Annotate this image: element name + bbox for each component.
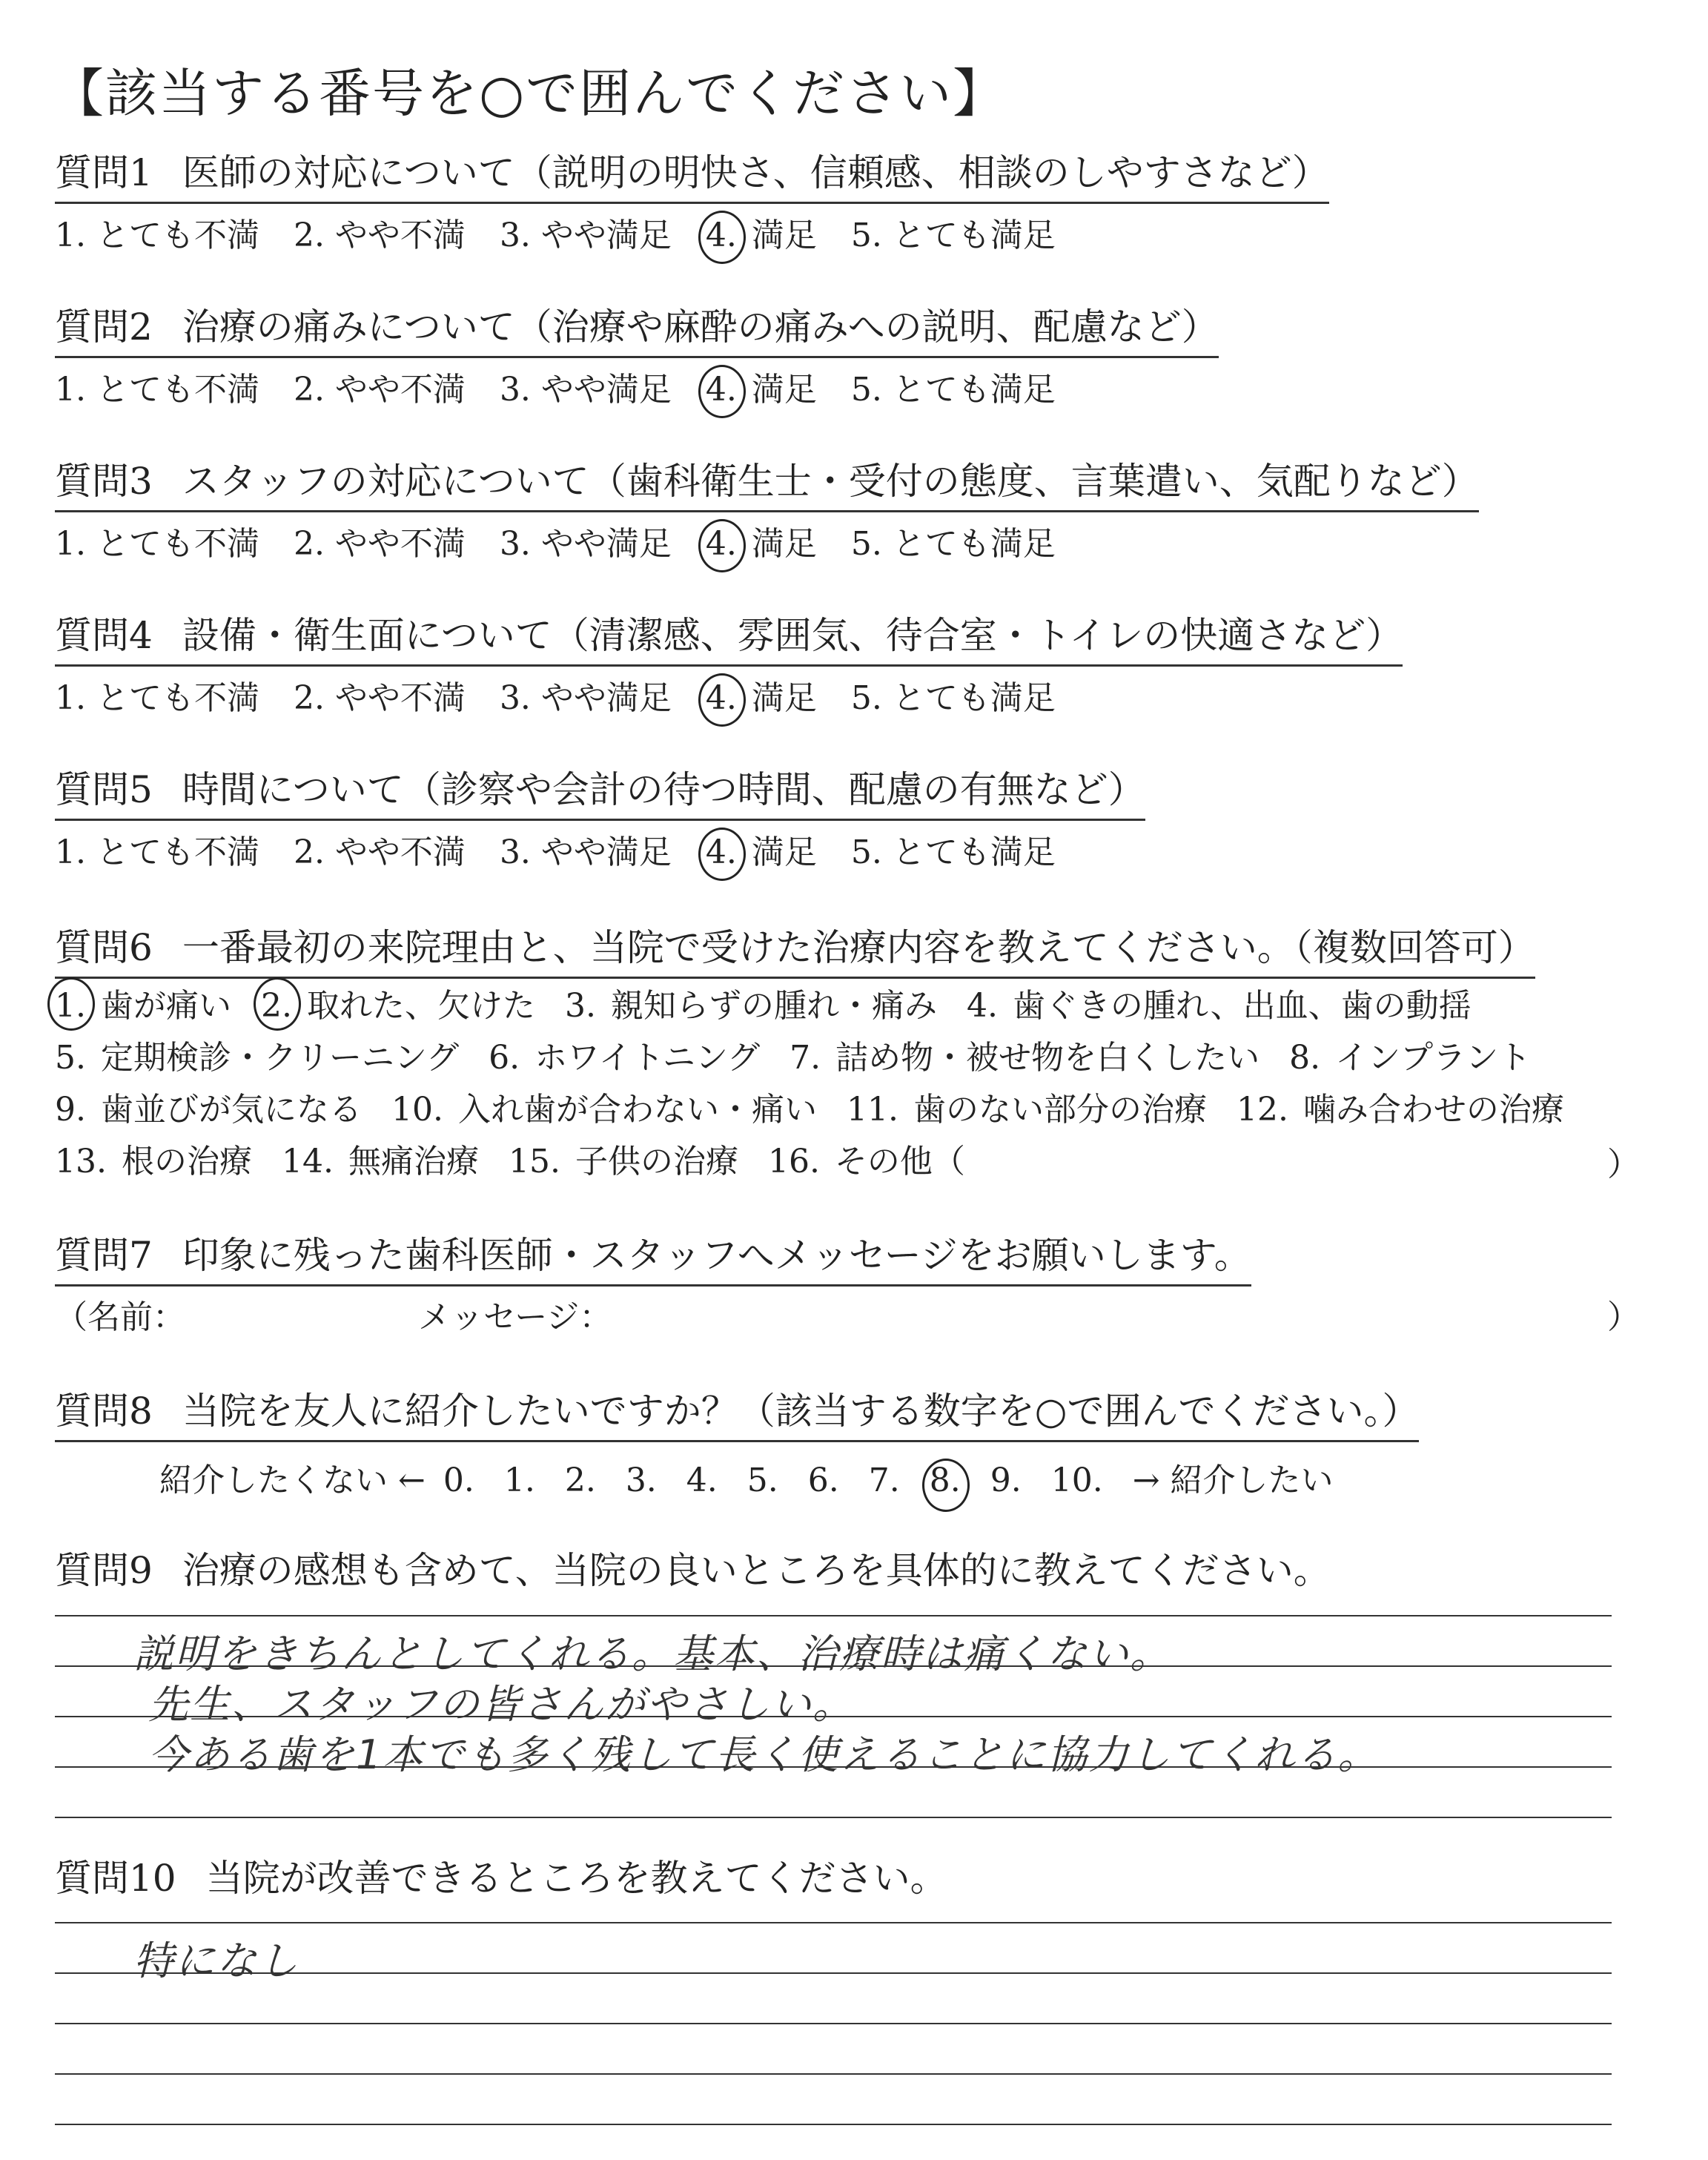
q6-row-3: [55, 1084, 1594, 1136]
q6-option-2: [261, 980, 535, 1032]
q6-option-text: 歯ぐきの腫れ、出血、歯の動揺: [1012, 987, 1472, 1025]
q6-option-number: 9.: [55, 1091, 86, 1129]
q4-option-5: 5. とても満足: [850, 679, 1056, 717]
q6-option-10: [391, 1084, 817, 1136]
q6-close-paren: ）: [1607, 1146, 1640, 1183]
q4-text: 設備・衛生面について（清潔感、雰囲気、待合室・トイレの快適さなど）: [182, 614, 1403, 657]
q8-scale-0: 0.: [443, 1462, 474, 1499]
q4-selected-circle: 4.: [706, 676, 737, 721]
q3-options: [55, 522, 1090, 567]
q6-row-4: [55, 1136, 1594, 1188]
q8-scale-1: 1.: [503, 1462, 535, 1499]
q2-label: 質問2: [55, 305, 153, 349]
q6-option-number: 10.: [391, 1091, 443, 1129]
q4-option-2: 2. やや不満: [293, 679, 466, 717]
q6-option-number: 5.: [55, 1039, 86, 1077]
q6-option-text: 親知らずの腫れ・痛み: [610, 987, 937, 1025]
q6-option-text: 詰め物・被せ物を白くしたい: [835, 1039, 1260, 1077]
q1-option-2: 2. やや不満: [293, 217, 466, 254]
q10-rule-5: [55, 2124, 1612, 2125]
q2-selected-label: 満足: [751, 371, 817, 409]
q1-text: 医師の対応について（説明の明快さ、信頼感、相談のしやすさなど）: [182, 151, 1329, 194]
q8-scale: [159, 1453, 1351, 1501]
q6-text: 一番最初の来院理由と、当院で受けた治療内容を教えてください。（複数回答可）: [182, 926, 1535, 969]
q8-scale-6: 6.: [807, 1462, 839, 1499]
q6-option-text: インプラント: [1335, 1039, 1532, 1077]
q5-option-4: [706, 830, 817, 875]
q6-option-text: その他（: [834, 1143, 965, 1180]
q9-handwritten-answer-2: 先生、スタッフの皆さんがやさしい。: [148, 1681, 854, 1728]
q6-option-text: 歯が痛い: [100, 987, 231, 1025]
q6-option-text: 根の治療: [121, 1143, 252, 1180]
q1-option-3: 3. やや満足: [499, 217, 672, 254]
q5-selected-circle: 4.: [706, 830, 737, 875]
q1-option-1: 1. とても不満: [55, 217, 259, 254]
q5-option-2: 2. やや不満: [293, 833, 466, 871]
q6-option-text: 歯のない部分の治療: [913, 1091, 1207, 1129]
q6-option-text: 無痛治療: [348, 1143, 479, 1180]
q6-option-number: 8.: [1289, 1039, 1321, 1077]
q6-option-13: [55, 1136, 252, 1188]
q6-option-number: 7.: [790, 1039, 821, 1077]
q6-option-text: ホワイトニング: [534, 1039, 761, 1077]
q10-rule-1: [55, 1922, 1612, 1923]
q8-scale-4: 4.: [686, 1462, 718, 1499]
q2-option-2: 2. やや不満: [293, 371, 466, 409]
q5-label: 質問5: [55, 768, 153, 811]
q5-option-3: 3. やや満足: [499, 833, 672, 871]
q5-options: [55, 830, 1090, 875]
q9-heading: [55, 1546, 1331, 1599]
q4-option-1: 1. とても不満: [55, 679, 259, 717]
q4-selected-label: 満足: [751, 679, 817, 717]
q8-right-label: → 紹介したい: [1132, 1462, 1334, 1499]
q9-text: 治療の感想も含めて、当院の良いところを具体的に教えてください。: [182, 1549, 1331, 1592]
q3-label: 質問3: [55, 460, 153, 503]
q6-row-2: [55, 1032, 1594, 1084]
q2-text: 治療の痛みについて（治療や麻酔の痛みへの説明、配慮など）: [182, 305, 1219, 349]
q6-option-7: [790, 1032, 1260, 1084]
q3-option-1: 1. とても不満: [55, 525, 259, 563]
q4-option-3: 3. やや満足: [499, 679, 672, 717]
q6-option-5: [55, 1032, 459, 1084]
q6-option-8: [1289, 1032, 1531, 1084]
q3-heading: [55, 457, 1479, 512]
q6-option-number: 6.: [489, 1039, 520, 1077]
q10-handwritten-answer-1: 特になし: [133, 1938, 299, 1984]
q3-option-2: 2. やや不満: [293, 525, 466, 563]
q8-scale-3: 3.: [625, 1462, 657, 1499]
q8-scale-7: 7.: [868, 1462, 900, 1499]
q9-label: 質問9: [55, 1549, 153, 1592]
q1-option-5: 5. とても満足: [850, 217, 1056, 254]
q6-option-text: 取れた、欠けた: [306, 987, 535, 1025]
q6-option-number: 15.: [508, 1143, 560, 1180]
q8-label: 質問8: [55, 1390, 153, 1433]
q10-heading: [55, 1854, 947, 1907]
q3-selected-circle: 4.: [706, 522, 737, 567]
q6-heading: [55, 923, 1535, 979]
q6-option-4: [967, 980, 1472, 1032]
q6-option-number: 2.: [261, 980, 292, 1032]
q7-name-label: （名前：: [55, 1298, 185, 1336]
q9-rule-5: [55, 1817, 1612, 1818]
q6-option-15: [509, 1136, 738, 1188]
q10-rule-4: [55, 2073, 1612, 2075]
q6-option-number: 11.: [846, 1091, 898, 1129]
q8-heading: [55, 1387, 1419, 1442]
q6-option-1: [55, 980, 231, 1032]
q1-selected-circle: 4.: [706, 214, 737, 258]
q2-option-1: 1. とても不満: [55, 371, 259, 409]
q6-option-3: [565, 980, 937, 1032]
q1-selected-label: 満足: [751, 217, 817, 254]
q4-heading: [55, 611, 1403, 667]
q5-text: 時間について（診察や会計の待つ時間、配慮の有無など）: [182, 768, 1145, 811]
q6-option-9: [55, 1084, 362, 1136]
q6-option-number: 13.: [55, 1143, 107, 1180]
q7-text: 印象に残った歯科医師・スタッフへメッセージをお願いします。: [182, 1234, 1251, 1277]
q9-rule-1: [55, 1615, 1612, 1616]
q2-option-3: 3. やや満足: [499, 371, 672, 409]
q8-text: 当院を友人に紹介したいですか？（該当する数字を○で囲んでください。）: [182, 1390, 1420, 1433]
q7-close-paren: ）: [1607, 1298, 1640, 1336]
q6-option-text: 子供の治療: [575, 1143, 738, 1180]
q5-selected-label: 満足: [751, 833, 817, 871]
q6-option-number: 4.: [966, 987, 998, 1025]
q6-options: [55, 980, 1594, 1188]
q10-rule-3: [55, 2023, 1612, 2024]
q2-option-5: 5. とても満足: [850, 371, 1056, 409]
q9-handwritten-answer-3: 今ある歯を1本でも多く残して長く使えることに協力してくれる。: [148, 1731, 1380, 1778]
q6-option-number: 14.: [281, 1143, 334, 1180]
q7-heading: [55, 1231, 1251, 1287]
q6-option-number: 1.: [55, 980, 86, 1032]
q5-option-5: 5. とても満足: [850, 833, 1056, 871]
q3-option-4: [706, 522, 817, 567]
q3-option-3: 3. やや満足: [499, 525, 672, 563]
q6-option-number: 12.: [1236, 1091, 1288, 1129]
q7-message-label: メッセージ：: [418, 1298, 612, 1336]
form-title: 【該当する番号を○で囲んでください】: [52, 63, 1007, 124]
q4-options: [55, 676, 1090, 721]
q4-option-4: [706, 676, 817, 721]
q6-option-text: 入れ歯が合わない・痛い: [457, 1091, 817, 1129]
q9-handwritten-answer-1: 説明をきちんとしてくれる。基本、治療時は痛くない。: [133, 1631, 1171, 1677]
q7-answer-line: [55, 1290, 612, 1338]
q6-row-1: [55, 980, 1594, 1032]
q8-scale-5: 5.: [747, 1462, 778, 1499]
q2-selected-circle: 4.: [706, 368, 737, 412]
q1-heading: [55, 148, 1329, 204]
q6-option-14: [282, 1136, 479, 1188]
q10-text: 当院が改善できるところを教えてください。: [205, 1857, 947, 1900]
q3-selected-label: 満足: [751, 525, 817, 563]
q6-option-text: 歯並びが気になる: [100, 1091, 362, 1129]
q8-scale-2: 2.: [564, 1462, 596, 1499]
q6-option-text: 定期検診・クリーニング: [100, 1039, 460, 1077]
q8-left-label: 紹介したくない ←: [159, 1462, 426, 1499]
q4-label: 質問4: [55, 614, 153, 657]
q6-option-12: [1237, 1084, 1564, 1136]
q6-option-number: 3.: [564, 987, 596, 1025]
q6-option-6: [489, 1032, 760, 1084]
q8-scale-9: 9.: [990, 1462, 1022, 1499]
q2-options: [55, 368, 1090, 412]
q3-text: スタッフの対応について（歯科衛生士・受付の態度、言葉遣い、気配りなど）: [182, 460, 1479, 503]
q1-label: 質問1: [55, 151, 153, 194]
q8-scale-8: 8.: [929, 1462, 961, 1499]
q6-option-text: 噛み合わせの治療: [1302, 1091, 1564, 1129]
q7-label: 質問7: [55, 1234, 153, 1277]
q3-option-5: 5. とても満足: [850, 525, 1056, 563]
q10-label: 質問10: [55, 1857, 176, 1900]
q2-heading: [55, 303, 1219, 358]
q6-option-11: [847, 1084, 1207, 1136]
q6-option-16: [768, 1136, 965, 1188]
q6-option-number: 16.: [767, 1143, 820, 1180]
q1-option-4: [706, 214, 817, 258]
q6-label: 質問6: [55, 926, 153, 969]
q2-option-4: [706, 368, 817, 412]
q1-options: [55, 214, 1090, 258]
q5-heading: [55, 765, 1145, 821]
q5-option-1: 1. とても不満: [55, 833, 259, 871]
q8-scale-10: 10.: [1050, 1462, 1103, 1499]
